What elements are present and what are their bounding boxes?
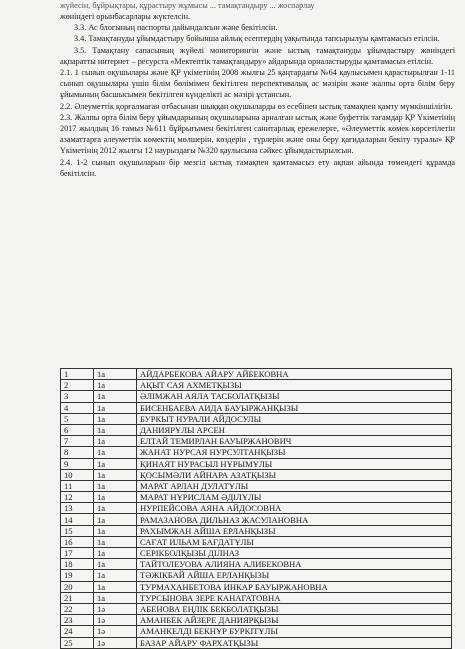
- table-row: [61, 570, 452, 581]
- class-cell: 1ә: [94, 637, 137, 648]
- class-cell: 1а: [94, 458, 137, 469]
- student-name: БИСЕНБАЕВА АИДА БАУЫРЖАНҚЫЗЫ: [137, 402, 452, 413]
- class-cell: 1а: [94, 424, 137, 435]
- table-row: [61, 525, 452, 536]
- table-row: [61, 369, 452, 380]
- student-name: ЕЛТАЙ ТЕМИРЛАН БАУЫРЖАНОВИЧ: [137, 436, 452, 447]
- table-row: [61, 536, 452, 547]
- paragraph-2-1: 2.1. 1 сынып оқушылары және ҚР үкіметінің 2008 жылғы 25 қаңтардағы №64 қаулысымен қарастырылған 1-11 сынып оқушылары үшін білім бөлімімен бекітілген перспективалық ас мәзірін және жалпы орта білім беру ұйымының басшысымен бекітілген күнделікті ас мәзірі ұстансын.: [60, 68, 455, 100]
- class-cell: 1а: [94, 369, 137, 380]
- table-row: [61, 603, 452, 614]
- row-number: 2: [61, 380, 94, 391]
- student-name: АМАНБЕК АЙЗЕРЕ ДАНИЯРҚЫЗЫ: [137, 615, 452, 626]
- paragraph-3-3: 3.3. Ас блогының паспорты дайындалсын және бекітілсін.: [74, 23, 278, 33]
- table-row: [61, 436, 452, 447]
- student-name: БУРКЫТ НУРАЛИ АЙДОСУЛЫ: [137, 413, 452, 424]
- table-row: [61, 637, 452, 648]
- table-row: [61, 402, 452, 413]
- class-cell: 1а: [94, 559, 137, 570]
- paragraph-2-2: 2.2. Әлеуметтік қорғалмаған отбасынан шыққан оқушыларды өз есебінен ыстық тамақпен қамту мүмкіншілігін.: [60, 101, 453, 111]
- table-row: [61, 413, 452, 424]
- class-cell: 1а: [94, 447, 137, 458]
- student-name: БАЗАР АЙАРУ ФАРХАТҚЫЗЫ: [137, 637, 452, 648]
- class-cell: 1ә: [94, 603, 137, 614]
- row-number: 20: [61, 581, 94, 592]
- table-row: [61, 380, 452, 391]
- table-row: [61, 581, 452, 592]
- paragraph-3-2-end: жөніндегі орынбасарлары жүктелсін.: [60, 12, 191, 21]
- row-number: 17: [61, 548, 94, 559]
- student-name: ЖАНАТ НУРСАЯ НУРСУЛТАНҚЫЗЫ: [137, 447, 452, 458]
- row-number: 12: [61, 492, 94, 503]
- row-number: 22: [61, 603, 94, 614]
- row-number: 1: [61, 369, 94, 380]
- class-cell: 1а: [94, 592, 137, 603]
- table-row: [61, 559, 452, 570]
- student-name: АМАНКЕЛДІ БЕКНҰР БУРКІТҰЛЫ: [137, 626, 452, 637]
- class-cell: 1а: [94, 503, 137, 514]
- paragraph-3-4: 3.4. Тамақтануды ұйымдастыру бойынша айлық есептердің уақытында тапсырылуы қамтамасыз етілсін.: [74, 34, 440, 44]
- student-name: РАМАЗАНОВА ДИЛЬНАЗ ЖАСУЛАНОВНА: [137, 514, 452, 525]
- class-cell: 1а: [94, 514, 137, 525]
- student-name: СЕРІКБОЛҚЫЗЫ ДІЛНАЗ: [137, 548, 452, 559]
- student-name: ТӘЖІКБАЙ АЙША ЕРЛАНҚЫЗЫ: [137, 570, 452, 581]
- class-cell: 1а: [94, 436, 137, 447]
- row-number: 19: [61, 570, 94, 581]
- table-row: [61, 480, 452, 491]
- class-cell: 1ә: [94, 626, 137, 637]
- paragraph-3-5: 3.5. Тамақтану сапасының жүйелі мониторингін және ыстық тамақтануды ұйымдастыру жөніндегі ақпаратты интернет – ресурста «Мектептік тамақтандыру» айдарында орналастыруды қамтамасыз етілсін.: [60, 45, 455, 66]
- row-number: 4: [61, 402, 94, 413]
- row-number: 10: [61, 469, 94, 480]
- student-name: АҚЫТ САЯ АХМЕТҚЫЗЫ: [137, 380, 452, 391]
- student-name: ТУРСЫНОВА ЗЕРЕ КАНАГАТОВНА: [137, 592, 452, 603]
- table-row: [61, 514, 452, 525]
- row-number: 8: [61, 447, 94, 458]
- class-cell: 1а: [94, 525, 137, 536]
- student-name: ТАЙТОЛЕУОВА АЛИЯНА АЛИБЕКОВНА: [137, 559, 452, 570]
- class-cell: 1а: [94, 536, 137, 547]
- row-number: 7: [61, 436, 94, 447]
- table-row: [61, 391, 452, 402]
- row-number: 24: [61, 626, 94, 637]
- class-cell: 1а: [94, 570, 137, 581]
- cut-off-top-line: жүйесін, бұйрықтары, құрастыру жұмысы ... тамақтандыру ... жоспарлау: [60, 1, 315, 10]
- class-cell: 1а: [94, 469, 137, 480]
- row-number: 6: [61, 424, 94, 435]
- table-row: [61, 548, 452, 559]
- student-name: МАРАТ НҰРИСЛАМ ӘДІЛҰЛЫ: [137, 492, 452, 503]
- table-row: [61, 447, 452, 458]
- row-number: 9: [61, 458, 94, 469]
- row-number: 23: [61, 615, 94, 626]
- table-row: [61, 503, 452, 514]
- row-number: 13: [61, 503, 94, 514]
- student-name: ҚИНАЯТ НУРАСЫЛ НҰРЫМҰЛЫ: [137, 458, 452, 469]
- row-number: 14: [61, 514, 94, 525]
- student-name: НУРПЕЙСОВА АЯНА АЙДОСОВНА: [137, 503, 452, 514]
- class-cell: 1а: [94, 391, 137, 402]
- class-cell: 1а: [94, 480, 137, 491]
- student-name: ӘЛІМЖАН АЯЛА ТАСБОЛАТҚЫЗЫ: [137, 391, 452, 402]
- table-row: [61, 492, 452, 503]
- class-cell: 1а: [94, 581, 137, 592]
- table-row: [61, 592, 452, 603]
- class-cell: 1а: [94, 402, 137, 413]
- class-cell: 1ә: [94, 615, 137, 626]
- table-row: [61, 458, 452, 469]
- table-row: [61, 469, 452, 480]
- student-name: САҒАТ ИЛЬАМ БАҒДАТҰЛЫ: [137, 536, 452, 547]
- table-row: [61, 615, 452, 626]
- student-name: ДАНИЯРҰЛЫ АРСЕН: [137, 424, 452, 435]
- row-number: 15: [61, 525, 94, 536]
- paragraph-2-3: 2.3. Жалпы орта білім беру ұйымдарының оқушыларына арналған ыстық және буфеттік тағамдар ҚР Үкіметінің 2017 жылдың 16 тамыз №611 бұйрығымен бекітілген санитарлық ережелерге, «Әлеуметтік көмек көрсетілетін азаматтарға әлеуметтік көмектің мөлшерін, көздерін , түрлерін және оны беру қағидаларын бекіту туралы» ҚР Үкіметінің 2012 жылғы 12 наурыздағы №320 қаулысына сәйкес ұйымдастырылсын.: [60, 112, 455, 156]
- row-number: 3: [61, 391, 94, 402]
- row-number: 25: [61, 637, 94, 648]
- student-name: МАРАТ АРЛАН ДУЛАТҰЛЫ: [137, 480, 452, 491]
- student-name: АЙДАРБЕКОВА АЙАРУ АЙБЕКОВНА: [137, 369, 452, 380]
- row-number: 5: [61, 413, 94, 424]
- student-name: АБЕНОВА ЕҢЛІК БЕКБОЛАТҚЫЗЫ: [137, 603, 452, 614]
- class-cell: 1а: [94, 380, 137, 391]
- class-cell: 1а: [94, 548, 137, 559]
- table-row: [61, 424, 452, 435]
- row-number: 18: [61, 559, 94, 570]
- student-name: РАХЫМЖАН АЙША ЕРЛАНҚЫЗЫ: [137, 525, 452, 536]
- student-name: ТУРМАХАНБЕТОВА ИНКАР БАУЫРЖАНОВНА: [137, 581, 452, 592]
- student-name: ҚОСЫМӘЛИ АЙНАРА АЗАТҚЫЗЫ: [137, 469, 452, 480]
- order-text: [60, 0, 455, 179]
- class-cell: 1а: [94, 413, 137, 424]
- row-number: 11: [61, 480, 94, 491]
- class-cell: 1а: [94, 492, 137, 503]
- row-number: 16: [61, 536, 94, 547]
- row-number: 21: [61, 592, 94, 603]
- students-table: [60, 368, 452, 649]
- paragraph-2-4: 2.4. 1-2 сынып оқушыларын бір мезгіл ыстық тамақпен қамтамасыз ету ақпан айында төмендегі құрамда бекітілсін.: [60, 157, 455, 178]
- table-row: [61, 626, 452, 637]
